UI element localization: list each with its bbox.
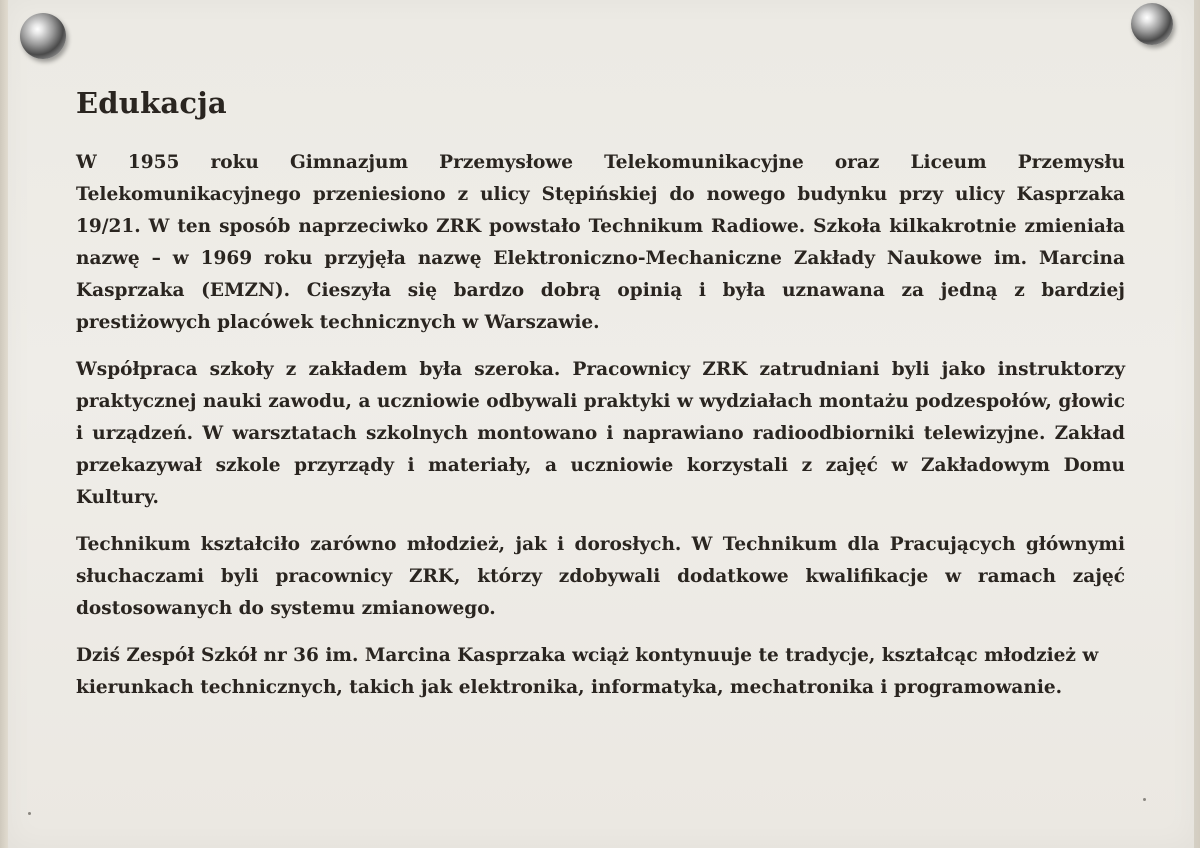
paragraph-history: W 1955 roku Gimnazjum Przemysłowe Telekomunikacyjne oraz Liceum Przemysłu Telekomunikacyjnego przeniesiono z ulicy Stępińskiej do nowego budynku przy ulicy Kasprzaka 19/21. W ten sposób naprzeciwko ZRK powstało Technikum Radiowe. Szkoła kilkakrotnie zmieniała nazwę – w 1969 roku przyjęła nazwę Elektroniczno-Mechaniczne Zakłady Naukowe im. Marcina Kasprzaka (EMZN). Cieszyła się bardzo dobrą opinią i była uznawana za jedną z bardziej prestiżowych placówek technicznych w Warszawie. — [76, 151, 1125, 333]
paragraph-cooperation: Współpraca szkoły z zakładem była szeroka. Pracownicy ZRK zatrudniani byli jako instruktorzy praktycznej nauki zawodu, a uczniowie odbywali praktyki w wydziałach montażu podzespołów, głowic i urządzeń. W warsztatach szkolnych montowano i naprawiano radioodbiorniki telewizyjne. Zakład przekazywał szkole przyrządy i materiały, a uczniowie korzystali z zajęć w Zakładowym Domu Kultury. — [76, 358, 1125, 508]
paper-speck — [28, 812, 31, 815]
pushpin-icon-right — [1131, 3, 1173, 45]
paper-speck — [1143, 798, 1146, 801]
sign-content — [76, 86, 1125, 719]
paragraph-today: Dziś Zespół Szkół nr 36 im. Marcina Kasprzaka wciąż kontynuuje te tradycje, kształcąc młodzież w kierunkach technicznych, takich jak elektronika, informatyka, mechatronika i programowanie. — [76, 644, 1099, 698]
sign-title: Edukacja — [76, 86, 227, 120]
pushpin-icon-left — [20, 13, 66, 59]
paragraph-adult-education: Technikum kształciło zarówno młodzież, jak i dorosłych. W Technikum dla Pracujących głównymi słuchaczami byli pracownicy ZRK, którzy zdobywali dodatkowe kwalifikacje w ramach zajęć dostosowanych do systemu zmianowego. — [76, 533, 1125, 619]
